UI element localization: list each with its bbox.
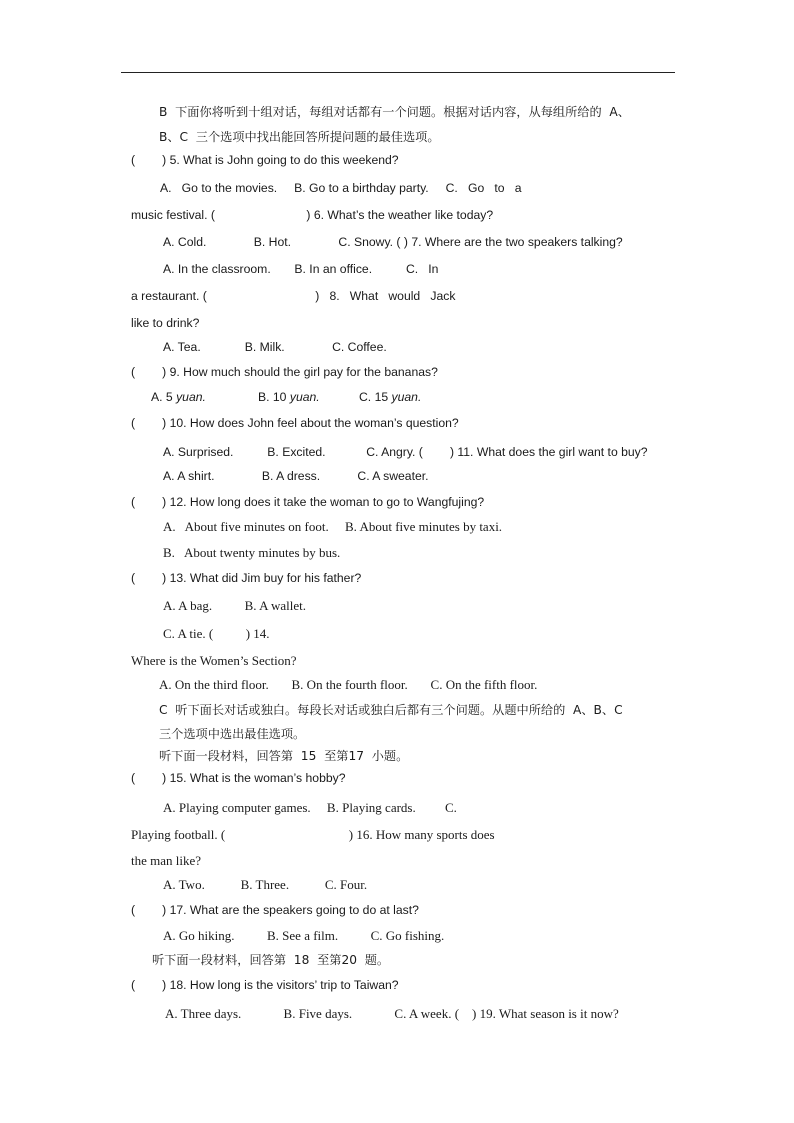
question-10: ( ) 10. How does John feel about the woman’s question?	[131, 416, 459, 430]
section-c-instruction-line2: 三个选项中选出最佳选项。	[159, 727, 306, 741]
option-b-label: B. 10	[258, 390, 290, 404]
question-9-option-b	[258, 389, 320, 405]
question-14: Where is the Women’s Section?	[131, 653, 297, 668]
section-b-instruction-line1: B 下面你将听到十组对话，每组对话都有一个问题。根据对话内容，从每组所给的 A、	[159, 105, 630, 119]
question-17: ( ) 17. What are the speakers going to do at last?	[131, 903, 419, 917]
question-6: music festival. ( ) 6. What’s the weather like today?	[131, 208, 494, 222]
question-9-options	[151, 389, 206, 405]
question-16-options: A. Two. B. Three. C. Four.	[163, 877, 368, 892]
question-9-option-c	[359, 389, 421, 405]
section-b-instruction-line2: B、C 三个选项中找出能回答所提问题的最佳选项。	[159, 130, 440, 144]
question-10-options-and-question-11: A. Surprised. B. Excited. C. Angry. ( ) 11. What does the girl want to buy?	[163, 445, 648, 459]
question-18-options-and-question-19: A. Three days. B. Five days. C. A week. ( ) 19. What season is it now?	[165, 1006, 619, 1021]
section-c-passage-1-intro: 听下面一段材料，回答第 15 至第17 小题。	[159, 749, 409, 763]
question-13-option-c-and-question-14: C. A tie. ( ) 14.	[163, 626, 270, 641]
question-13-options: A. A bag. B. A wallet.	[163, 598, 306, 613]
question-9: ( ) 9. How much should the girl pay for the bananas?	[131, 365, 438, 379]
question-12: ( ) 12. How long does it take the woman to go to Wangfujing?	[131, 495, 485, 509]
section-c-passage-2-intro: 听下面一段材料，回答第 18 至第20 题。	[152, 953, 390, 967]
question-17-options: A. Go hiking. B. See a film. C. Go fishing.	[163, 928, 445, 943]
question-15-options: A. Playing computer games. B. Playing cards. C.	[163, 800, 457, 815]
option-c-unit: yuan.	[391, 390, 422, 404]
question-12-options-continued: B. About twenty minutes by bus.	[163, 545, 341, 560]
question-8-options: A. Tea. B. Milk. C. Coffee.	[163, 340, 387, 354]
question-5-options: A. Go to the movies. B. Go to a birthday party. C. Go to a	[160, 181, 522, 195]
option-b-unit: yuan.	[289, 390, 320, 404]
question-18: ( ) 18. How long is the visitors’ trip to Taiwan?	[131, 978, 399, 992]
question-14-options: A. On the third floor. B. On the fourth floor. C. On the fifth floor.	[159, 677, 538, 692]
question-7-options: A. In the classroom. B. In an office. C. In	[163, 262, 439, 276]
question-12-options: A. About five minutes on foot. B. About five minutes by taxi.	[163, 519, 503, 534]
option-a-unit: yuan.	[176, 390, 206, 404]
header-rule	[121, 72, 675, 73]
question-5: ( ) 5. What is John going to do this weekend?	[131, 153, 399, 167]
section-c-instruction-line1: C 听下面长对话或独白。每段长对话或独白后都有三个问题。从题中所给的 A、B、C	[159, 703, 623, 717]
option-c-label: C. 15	[359, 390, 392, 404]
option-a-label: A. 5	[151, 390, 177, 404]
question-13: ( ) 13. What did Jim buy for his father?	[131, 571, 362, 585]
question-11-options: A. A shirt. B. A dress. C. A sweater.	[163, 469, 429, 483]
question-6-options-and-question-7: A. Cold. B. Hot. C. Snowy. ( ) 7. Where are the two speakers talking?	[163, 235, 623, 249]
question-8-continued: like to drink?	[131, 316, 200, 330]
question-15: ( ) 15. What is the woman’s hobby?	[131, 771, 346, 785]
question-8: a restaurant. ( ) 8. What would Jack	[131, 289, 456, 303]
question-16-continued: the man like?	[131, 853, 202, 868]
question-15-option-c-and-question-16: Playing football. ( ) 16. How many sports does	[131, 827, 495, 842]
